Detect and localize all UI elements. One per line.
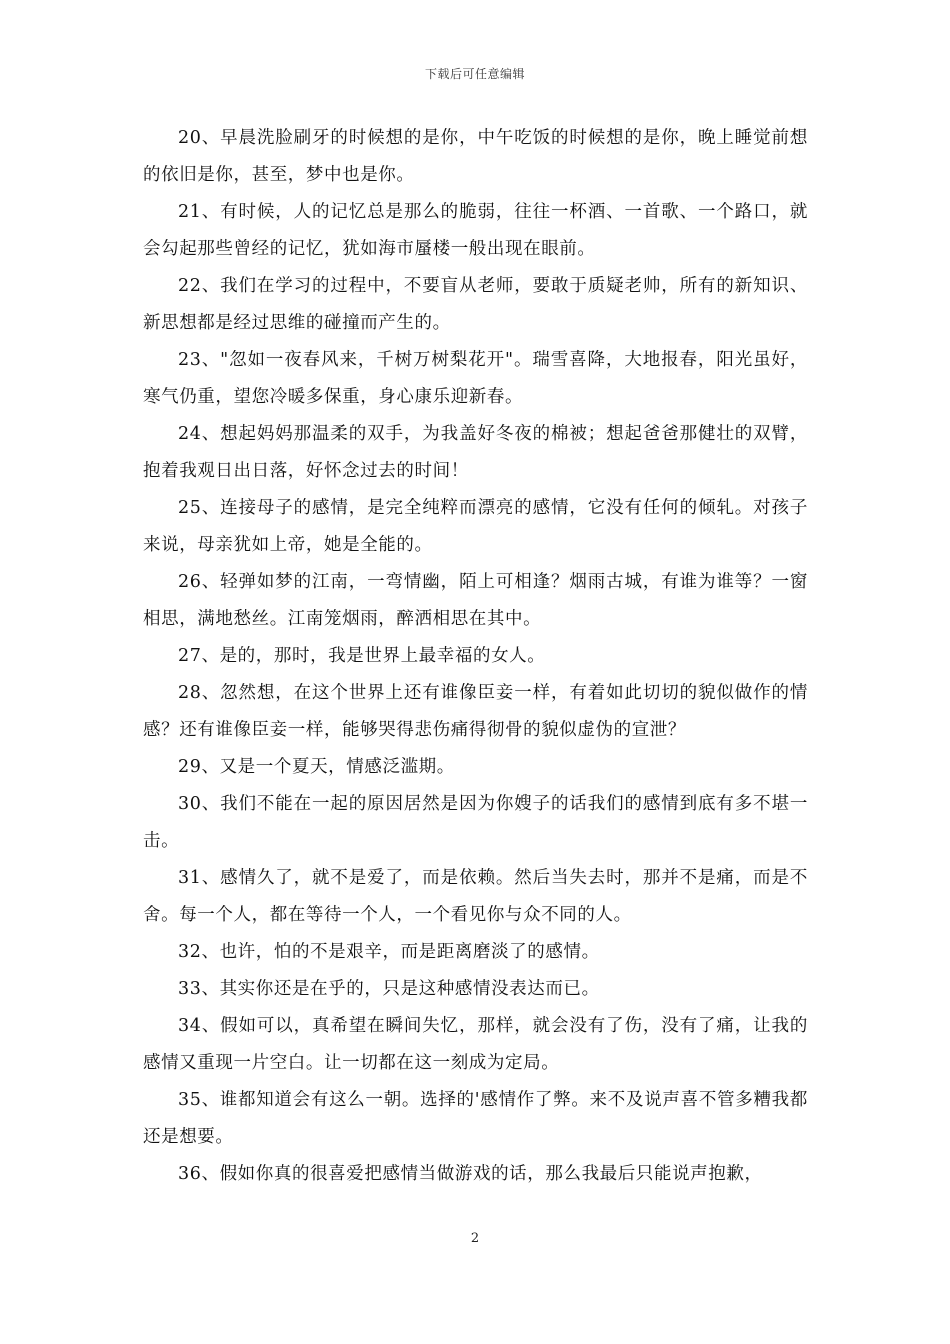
paragraph-22: 22、我们在学习的过程中，不要盲从老师，要敢于质疑老帅，所有的新知识、新思想都是经过思维的碰撞而产生的。	[143, 276, 808, 333]
page-header: 下载后可任意编辑	[424, 67, 525, 81]
paragraph-31: 31、感情久了，就不是爱了，而是依赖。然后当失去时，那并不是痛，而是不舍。每一个人，都在等待一个人，一个看见你与众不同的人。	[143, 868, 808, 925]
paragraph-24: 24、想起妈妈那温柔的双手，为我盖好冬夜的棉被；想起爸爸那健壮的双臂，抱着我观日出日落，好怀念过去的时间！	[143, 424, 808, 481]
paragraph-23: 23、"忽如一夜春风来，千树万树梨花开"。瑞雪喜降，大地报春，阳光虽好，寒气仍重，望您冷暖多保重，身心康乐迎新春。	[143, 350, 808, 407]
paragraph-32: 32、也许，怕的不是艰辛，而是距离磨淡了的感情。	[178, 942, 600, 962]
paragraph-35: 35、谁都知道会有这么一朝。选择的'感情作了弊。来不及说声喜不管多糟我都还是想要。	[143, 1090, 808, 1147]
paragraph-20: 20、早晨洗脸刷牙的时候想的是你，中午吃饭的时候想的是你，晚上睡觉前想的依旧是你，甚至，梦中也是你。	[143, 128, 808, 185]
paragraph-33: 33、其实你还是在乎的，只是这种感情没表达而已。	[178, 979, 600, 999]
paragraph-34: 34、假如可以，真希望在瞬间失忆，那样，就会没有了伤，没有了痛，让我的感情又重现一片空白。让一切都在这一刻成为定局。	[143, 1016, 808, 1073]
document-body	[143, 120, 808, 1193]
paragraph-27: 27、是的，那时，我是世界上最幸福的女人。	[178, 646, 546, 666]
paragraph-36: 36、假如你真的很喜爱把感情当做游戏的话，那么我最后只能说声抱歉，	[178, 1164, 763, 1184]
paragraph-30: 30、我们不能在一起的原因居然是因为你嫂子的话我们的感情到底有多不堪一击。	[143, 794, 808, 851]
paragraph-29: 29、又是一个夏天，情感泛滥期。	[178, 757, 455, 777]
paragraph-21: 21、有时候，人的记忆总是那么的脆弱，往往一杯酒、一首歌、一个路口，就会勾起那些曾经的记忆，犹如海市蜃楼一般出现在眼前。	[143, 202, 808, 259]
paragraph-28: 28、忽然想，在这个世界上还有谁像臣妾一样，有着如此切切的貌似做作的情感？还有谁像臣妾一样，能够哭得悲伤痛得彻骨的貌似虚伪的宣泄？	[143, 683, 808, 740]
paragraph-26: 26、轻弹如梦的江南，一弯情幽，陌上可相逢？烟雨古城，有谁为谁等？一窗相思，满地愁丝。江南笼烟雨，醉洒相思在其中。	[143, 572, 808, 629]
page-number: 2	[470, 1231, 480, 1246]
paragraph-25: 25、连接母子的感情，是完全纯粹而漂亮的感情，它没有任何的倾轧。对孩子来说，母亲犹如上帝，她是全能的。	[143, 498, 808, 555]
